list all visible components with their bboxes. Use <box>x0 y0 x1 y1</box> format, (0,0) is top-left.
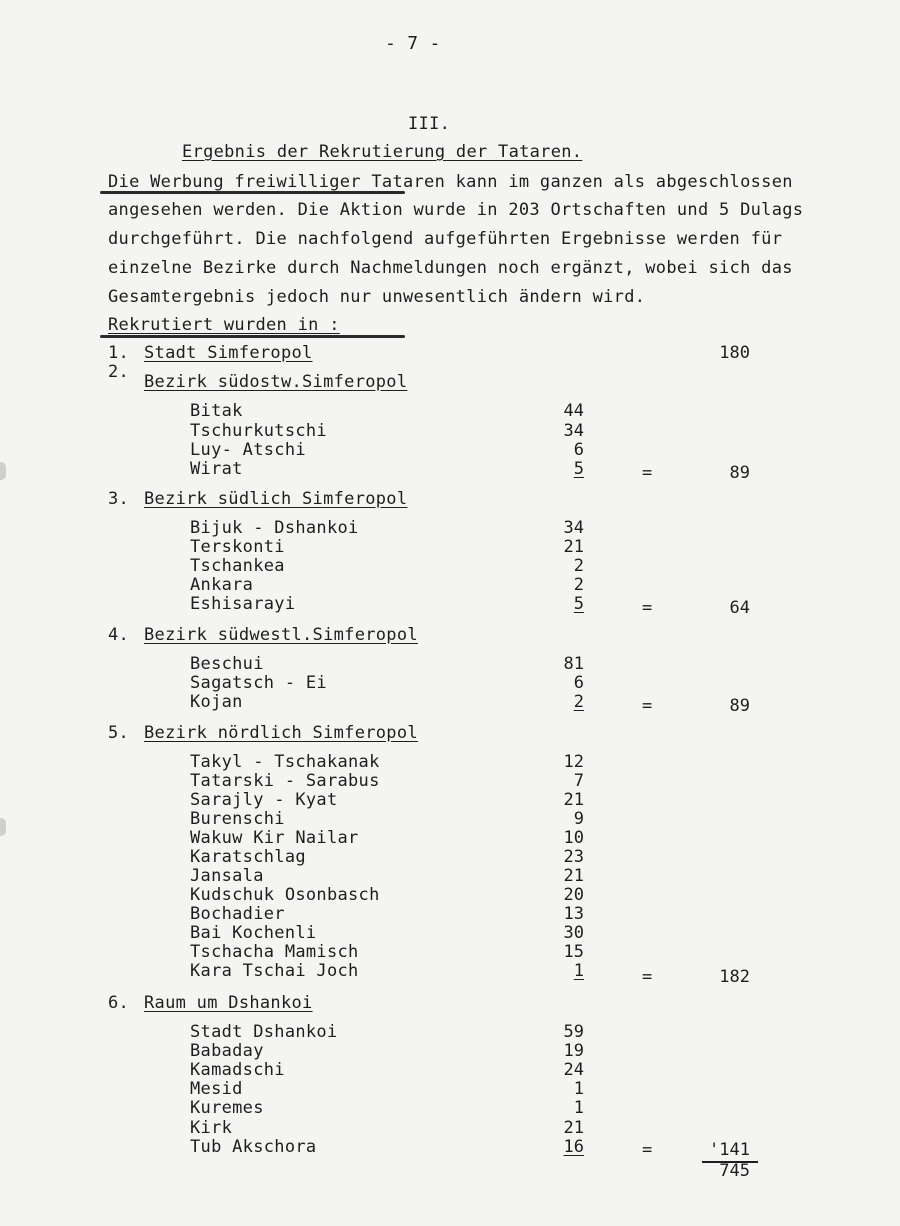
place-count: 21 <box>563 1118 584 1138</box>
group-total: 89 <box>729 696 750 716</box>
place-name: Beschui <box>190 654 264 674</box>
group-name: Bezirk nördlich Simferopol <box>144 723 418 743</box>
place-name: Kudschuk Osonbasch <box>190 885 380 905</box>
group-name: Stadt Simferopol <box>144 343 313 363</box>
place-name: Tatarski - Sarabus <box>190 771 380 791</box>
section-heading: Ergebnis der Rekrutierung der Tataren. <box>182 142 583 162</box>
place-count: 6 <box>573 673 584 693</box>
place-name: Bijuk - Dshankoi <box>190 518 359 538</box>
place-count: 10 <box>563 828 584 848</box>
group-number: 5. <box>108 723 130 743</box>
place-name: Tschacha Mamisch <box>190 942 359 962</box>
place-count: 2 <box>573 556 584 576</box>
place-count: 6 <box>573 440 584 460</box>
recruited-label: Rekrutiert wurden in : <box>108 315 340 335</box>
place-count: 2 <box>573 575 584 595</box>
place-name: Eshisarayi <box>190 594 296 614</box>
place-name: Bitak <box>190 401 243 421</box>
equals-sign: = <box>642 696 653 716</box>
punch-hole-mark <box>0 462 6 480</box>
equals-sign: = <box>642 967 653 987</box>
group-number: 4. <box>108 625 130 645</box>
place-count: 34 <box>563 518 584 538</box>
place-count: 1 <box>573 1079 584 1099</box>
group-total: 64 <box>729 598 750 618</box>
place-count: 34 <box>563 421 584 441</box>
place-name: Kuremes <box>190 1098 264 1118</box>
group-name: Bezirk südwestl.Simferopol <box>144 625 418 645</box>
group-total: '141 <box>709 1140 750 1160</box>
place-name: Kara Tschai Joch <box>190 961 359 981</box>
place-name: Bochadier <box>190 904 285 924</box>
group-total: 180 <box>719 343 750 363</box>
place-count: 30 <box>563 923 584 943</box>
place-name: Kirk <box>190 1118 233 1138</box>
place-count: 16 <box>563 1137 584 1157</box>
group-total: 182 <box>719 967 750 987</box>
place-count: 21 <box>563 866 584 886</box>
grand-total: 745 <box>719 1161 750 1181</box>
place-name: Stadt Dshankoi <box>190 1022 338 1042</box>
group-name: Bezirk südostw.Simferopol <box>144 372 408 392</box>
group-name: Raum um Dshankoi <box>144 993 313 1013</box>
place-name: Tschankea <box>190 556 285 576</box>
place-name: Terskonti <box>190 537 285 557</box>
group-total: 89 <box>729 463 750 483</box>
place-count: 5 <box>573 459 584 479</box>
place-count: 44 <box>563 401 584 421</box>
place-count: 59 <box>563 1022 584 1042</box>
place-count: 7 <box>573 771 584 791</box>
place-count: 21 <box>563 537 584 557</box>
group-name: Bezirk südlich Simferopol <box>144 489 408 509</box>
place-name: Wakuw Kir Nailar <box>190 828 359 848</box>
place-count: 5 <box>573 594 584 614</box>
place-count: 9 <box>573 809 584 829</box>
section-number: III. <box>408 114 451 134</box>
equals-sign: = <box>642 1140 653 1160</box>
place-name: Luy- Atschi <box>190 440 306 460</box>
place-count: 12 <box>563 752 584 772</box>
place-name: Tschurkutschi <box>190 421 327 441</box>
place-name: Sagatsch - Ei <box>190 673 327 693</box>
place-count: 24 <box>563 1060 584 1080</box>
group-number: 1. <box>108 343 130 363</box>
highlight-mark <box>100 335 405 338</box>
place-count: 19 <box>563 1041 584 1061</box>
paragraph-line: durchgeführt. Die nachfolgend aufgeführten Ergebnisse werden für <box>108 229 783 249</box>
place-name: Jansala <box>190 866 264 886</box>
place-count: 13 <box>563 904 584 924</box>
place-name: Babaday <box>190 1041 264 1061</box>
place-count: 20 <box>563 885 584 905</box>
page-number: - 7 - <box>385 33 441 54</box>
place-name: Kojan <box>190 692 243 712</box>
place-name: Bai Kochenli <box>190 923 317 943</box>
place-name: Kamadschi <box>190 1060 285 1080</box>
place-name: Wirat <box>190 459 243 479</box>
place-count: 1 <box>573 1098 584 1118</box>
group-number: 2. <box>108 362 130 382</box>
place-name: Mesid <box>190 1079 243 1099</box>
paragraph-line: einzelne Bezirke durch Nachmeldungen noch ergänzt, wobei sich das <box>108 258 793 278</box>
group-number: 3. <box>108 489 130 509</box>
place-name: Takyl - Tschakanak <box>190 752 380 772</box>
group-number: 6. <box>108 993 130 1013</box>
equals-sign: = <box>642 463 653 483</box>
place-count: 2 <box>573 692 584 712</box>
punch-hole-mark <box>0 818 6 836</box>
paragraph-line: angesehen werden. Die Aktion wurde in 203 Ortschaften und 5 Dulags <box>108 200 804 220</box>
place-name: Burenschi <box>190 809 285 829</box>
equals-sign: = <box>642 598 653 618</box>
place-count: 1 <box>573 961 584 981</box>
place-name: Tub Akschora <box>190 1137 317 1157</box>
place-count: 23 <box>563 847 584 867</box>
place-name: Ankara <box>190 575 254 595</box>
place-count: 15 <box>563 942 584 962</box>
place-name: Karatschlag <box>190 847 306 867</box>
paragraph-line: Gesamtergebnis jedoch nur unwesentlich ändern wird. <box>108 287 646 307</box>
place-count: 81 <box>563 654 584 674</box>
paragraph-line: Die Werbung freiwilliger Tataren kann im ganzen als abgeschlossen <box>108 172 793 192</box>
place-count: 21 <box>563 790 584 810</box>
place-name: Sarajly - Kyat <box>190 790 338 810</box>
